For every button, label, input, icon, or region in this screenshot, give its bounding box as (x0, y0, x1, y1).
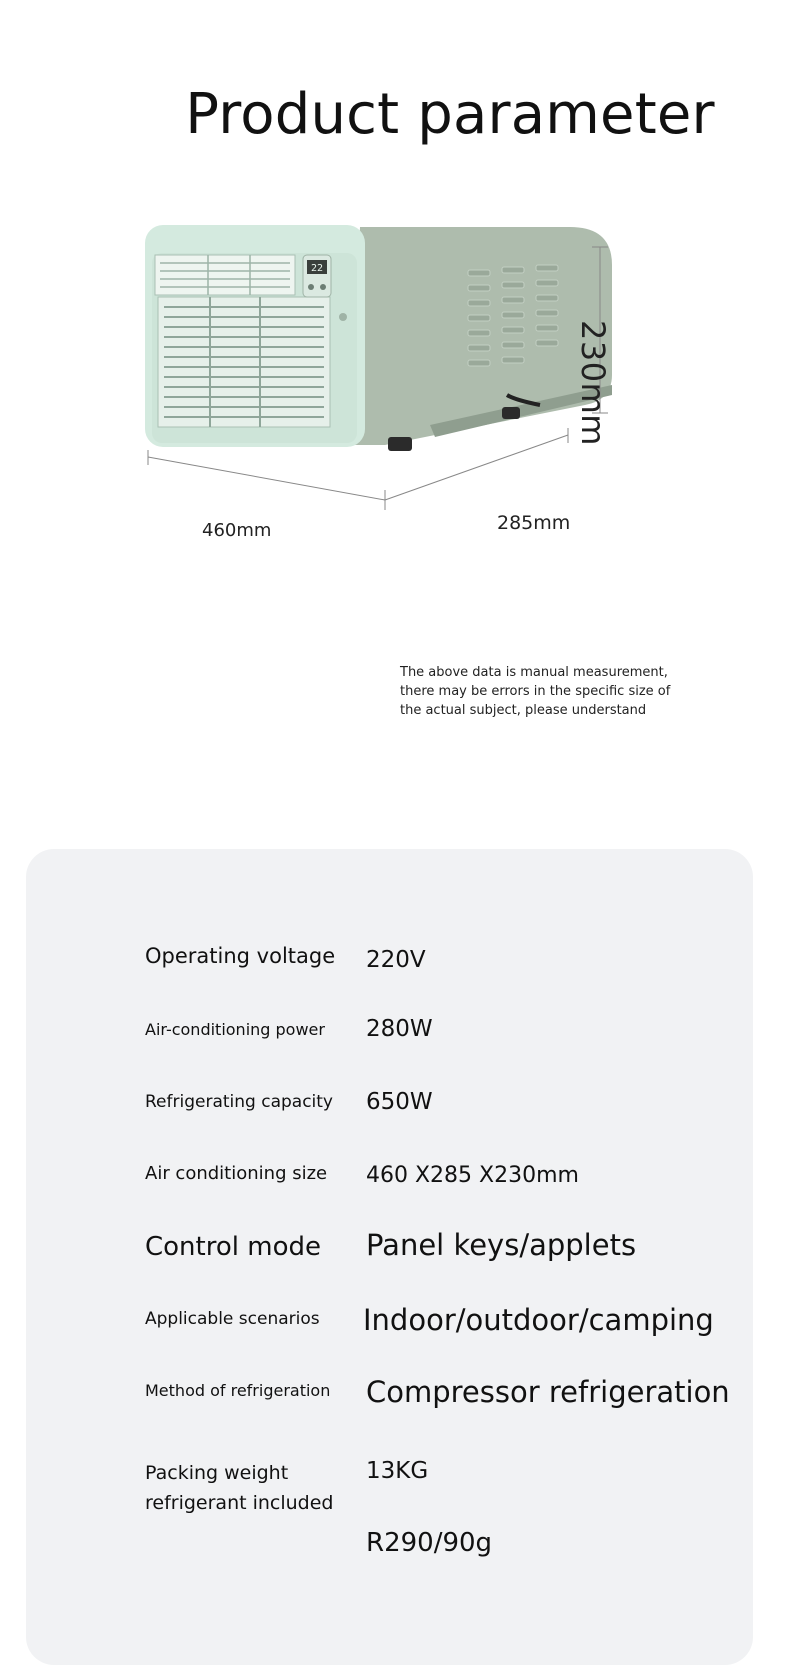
param-value: 13KG (366, 1458, 429, 1484)
param-label: Refrigerating capacity (145, 1092, 333, 1112)
param-label: Applicable scenarios (145, 1309, 320, 1329)
param-value: 280W (366, 1016, 433, 1042)
param-value-secondary: R290/90g (366, 1528, 493, 1558)
param-value: Panel keys/applets (366, 1228, 637, 1262)
param-value: Compressor refrigeration (366, 1375, 730, 1409)
dimension-depth: 285mm (497, 512, 571, 534)
param-label: Air conditioning size (145, 1163, 328, 1184)
param-value: 220V (366, 947, 426, 973)
measurement-note: The above data is manual measurement, there may be errors in the specific size of the actual subject, please understand (400, 665, 671, 718)
dimension-height: 230mm (574, 320, 612, 446)
param-value: Indoor/outdoor/camping (363, 1303, 714, 1337)
param-label: Control mode (145, 1232, 321, 1262)
param-value: 650W (366, 1089, 433, 1115)
page-title: Product parameter (185, 82, 715, 147)
param-label: Packing weight refrigerant included (145, 1462, 334, 1514)
param-label: Method of refrigeration (145, 1381, 331, 1400)
param-label: Air-conditioning power (145, 1020, 325, 1039)
display-temperature: 22 (310, 263, 324, 274)
param-value: 460 X285 X230mm (366, 1163, 579, 1188)
dimension-width: 460mm (202, 520, 272, 541)
param-label: Operating voltage (145, 944, 336, 968)
